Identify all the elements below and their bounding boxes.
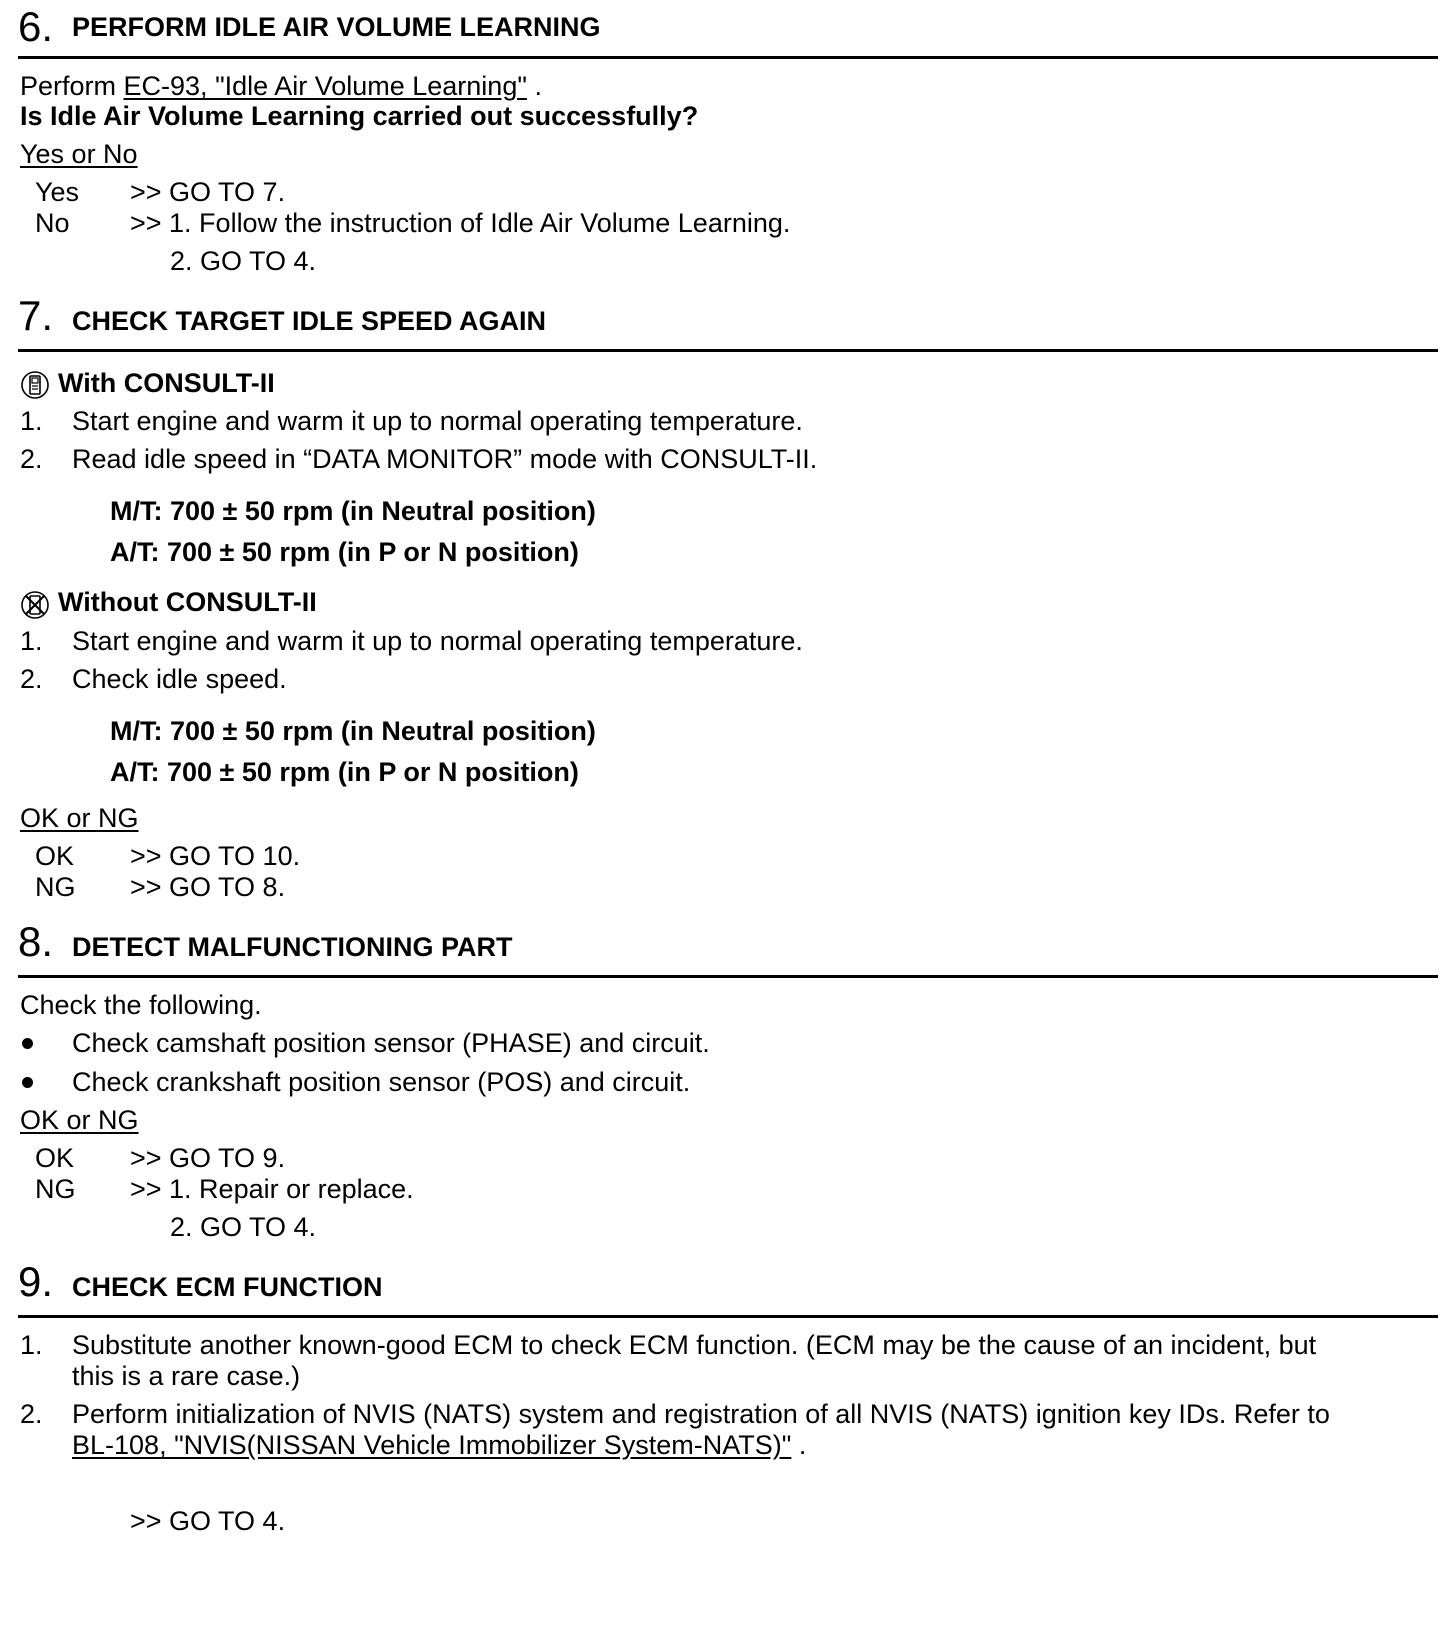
without-item-1-text: Start engine and warm it up to normal operating temperature. xyxy=(72,626,803,656)
without-consult-heading: Without CONSULT-II xyxy=(58,587,317,617)
section-divider xyxy=(18,975,1438,978)
consult-ii-icon xyxy=(20,370,50,400)
section-divider xyxy=(18,56,1438,59)
step-6-choice-header: Yes or No xyxy=(20,139,138,169)
step-8-title: DETECT MALFUNCTIONING PART xyxy=(72,932,513,962)
yes-label: Yes xyxy=(35,177,80,207)
step-9-item-1-number: 1. xyxy=(20,1330,43,1360)
step-9-final-action: >> GO TO 4. xyxy=(130,1506,286,1536)
with-item-2-number: 2. xyxy=(20,444,43,474)
ok-label: OK xyxy=(35,841,75,871)
ok-action: >> GO TO 10. xyxy=(130,841,301,871)
ng-action: >> 1. Repair or replace. xyxy=(130,1174,414,1204)
ng-action-2: 2. GO TO 4. xyxy=(170,1212,317,1242)
step-8-intro: Check the following. xyxy=(20,990,262,1020)
step-9-item-1-line-1: Substitute another known-good ECM to check ECM function. (ECM may be the cause of an incident, but xyxy=(72,1330,1317,1360)
step-7-number: 7. xyxy=(18,292,54,339)
ng-label: NG xyxy=(35,1174,76,1204)
no-action: >> 1. Follow the instruction of Idle Air Volume Learning. xyxy=(130,208,791,238)
step-9-item-2-line-1: Perform initialization of NVIS (NATS) system and registration of all NVIS (NATS) ignition key IDs. Refer to xyxy=(72,1399,1330,1429)
step-9-item-2-number: 2. xyxy=(20,1399,43,1429)
ng-action: >> GO TO 8. xyxy=(130,872,286,902)
spec-at: A/T: 700 ± 50 rpm (in P or N position) xyxy=(110,757,579,787)
perform-suffix: . xyxy=(526,71,542,101)
ng-label: NG xyxy=(35,872,76,902)
with-item-1-number: 1. xyxy=(20,406,43,436)
with-consult-heading: With CONSULT-II xyxy=(58,368,275,398)
with-item-1-text: Start engine and warm it up to normal operating temperature. xyxy=(72,406,803,436)
bullet-icon xyxy=(22,1077,33,1088)
link-suffix: . xyxy=(791,1430,807,1460)
step-6-number: 6. xyxy=(18,3,54,50)
bullet-icon xyxy=(22,1038,33,1049)
spec-mt: M/T: 700 ± 50 rpm (in Neutral position) xyxy=(110,716,596,746)
step-6-perform-line xyxy=(20,70,542,102)
bullet-item-2: Check crankshaft position sensor (POS) and circuit. xyxy=(72,1067,691,1097)
step-6-question: Is Idle Air Volume Learning carried out successfully? xyxy=(20,101,699,131)
without-item-2-number: 2. xyxy=(20,664,43,694)
step-9-item-1-line-2: this is a rare case.) xyxy=(72,1361,301,1391)
step-9-title: CHECK ECM FUNCTION xyxy=(72,1272,383,1302)
step-6-title: PERFORM IDLE AIR VOLUME LEARNING xyxy=(72,12,601,42)
step-7-title: CHECK TARGET IDLE SPEED AGAIN xyxy=(72,306,547,336)
ok-label: OK xyxy=(35,1143,75,1173)
bullet-item-1: Check camshaft position sensor (PHASE) and circuit. xyxy=(72,1028,710,1058)
step-9-number: 9. xyxy=(18,1258,54,1305)
ok-action: >> GO TO 9. xyxy=(130,1143,286,1173)
step-8-number: 8. xyxy=(18,918,54,965)
spec-at: A/T: 700 ± 50 rpm (in P or N position) xyxy=(110,537,579,567)
section-divider xyxy=(18,1315,1438,1318)
perform-prefix: Perform xyxy=(20,71,124,101)
no-consult-icon xyxy=(20,590,50,620)
no-action-2: 2. GO TO 4. xyxy=(170,246,317,276)
no-label: No xyxy=(35,208,70,238)
section-divider xyxy=(18,349,1438,352)
ec-93-link[interactable]: EC-93, "Idle Air Volume Learning" xyxy=(123,71,527,101)
step-9-item-2-line-2 xyxy=(72,1429,806,1461)
spec-mt: M/T: 700 ± 50 rpm (in Neutral position) xyxy=(110,496,596,526)
without-item-2-text: Check idle speed. xyxy=(72,664,287,694)
without-item-1-number: 1. xyxy=(20,626,43,656)
with-item-2-text: Read idle speed in “DATA MONITOR” mode with CONSULT-II. xyxy=(72,444,818,474)
step-8-choice-header: OK or NG xyxy=(20,1105,139,1135)
yes-action: >> GO TO 7. xyxy=(130,177,286,207)
bl-108-link[interactable]: BL-108, "NVIS(NISSAN Vehicle Immobilizer System-NATS)" xyxy=(72,1430,792,1460)
step-7-choice-header: OK or NG xyxy=(20,803,139,833)
